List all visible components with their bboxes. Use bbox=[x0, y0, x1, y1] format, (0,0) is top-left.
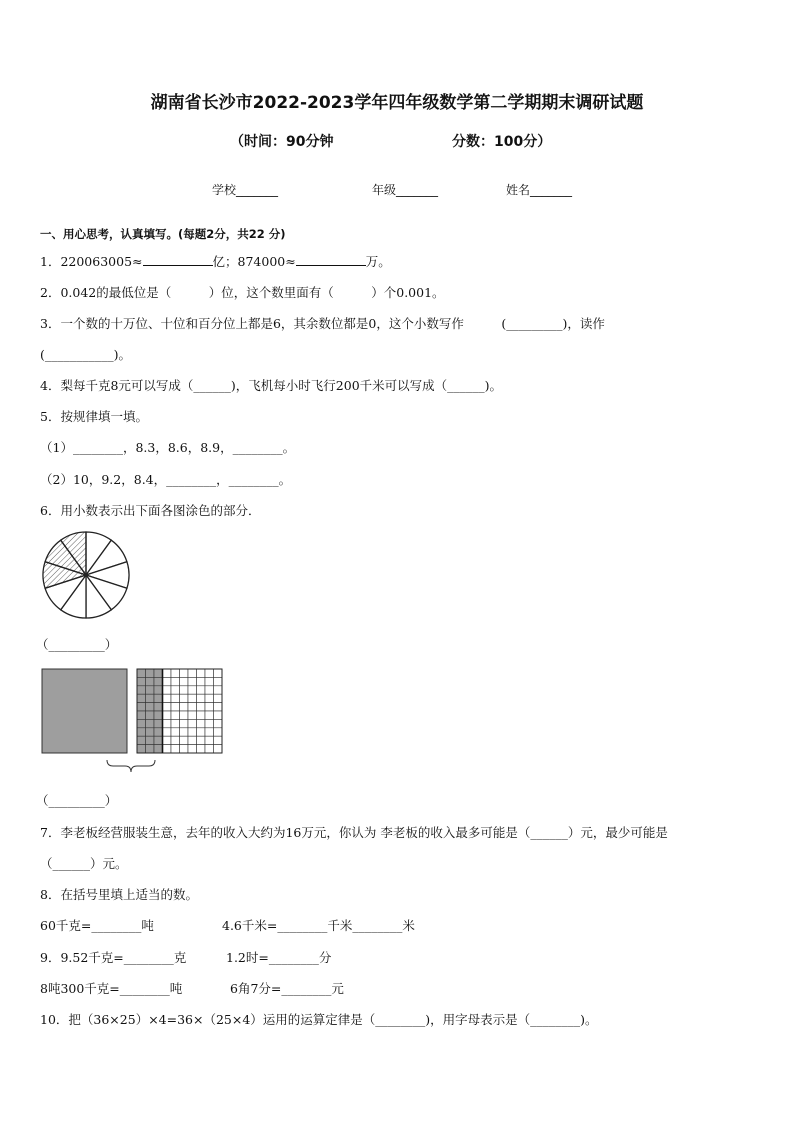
grid-cell bbox=[205, 694, 214, 702]
grid-cell bbox=[214, 703, 223, 711]
grid-cell bbox=[188, 711, 197, 719]
grid-cell-shaded bbox=[146, 719, 155, 727]
question-6-heading: 6．用小数表示出下面各图涂色的部分． bbox=[40, 503, 261, 518]
question-7-line2: （______）元。 bbox=[40, 856, 128, 871]
grid-cell-shaded bbox=[137, 669, 146, 677]
question-3-line2: (___________)。 bbox=[40, 347, 132, 362]
grid-cell-shaded bbox=[137, 719, 146, 727]
grid-cell-shaded bbox=[137, 736, 146, 744]
question-9-row2a: 8吨300千克=________吨 bbox=[40, 981, 183, 996]
grid-cell bbox=[197, 711, 206, 719]
question-8-row1b: 4.6千米=________千米________米 bbox=[222, 918, 415, 933]
grid-cell bbox=[163, 719, 172, 727]
grid-cell bbox=[163, 745, 172, 753]
grid-cell bbox=[205, 736, 214, 744]
question-5-line2: （2）10，9.2，8.4，________，________。 bbox=[40, 472, 292, 487]
fully-shaded-square bbox=[42, 669, 127, 753]
grid-cell bbox=[197, 728, 206, 736]
hundred-grid bbox=[137, 669, 222, 753]
grid-cell-shaded bbox=[137, 694, 146, 702]
grid-cell bbox=[180, 745, 189, 753]
q1-part1: 1．220063005≈ bbox=[40, 254, 143, 269]
grid-cell-shaded bbox=[154, 719, 163, 727]
q1-blank1 bbox=[143, 253, 213, 266]
grid-cell bbox=[163, 694, 172, 702]
grid-cell bbox=[171, 728, 180, 736]
grid-cell-shaded bbox=[154, 736, 163, 744]
grid-cell bbox=[188, 736, 197, 744]
grid-cell bbox=[205, 711, 214, 719]
question-6-answer2: （_________） bbox=[36, 793, 118, 808]
grid-cell bbox=[188, 703, 197, 711]
q1-blank2 bbox=[296, 253, 366, 266]
grid-cell bbox=[180, 736, 189, 744]
grid-cell-shaded bbox=[146, 736, 155, 744]
exam-time: （时间：90分钟 bbox=[230, 134, 334, 150]
grid-cell-shaded bbox=[146, 745, 155, 753]
grid-cell bbox=[163, 703, 172, 711]
grid-cell bbox=[163, 686, 172, 694]
grid-cell-shaded bbox=[146, 686, 155, 694]
grid-cell bbox=[180, 694, 189, 702]
question-9-row1a: 9．9.52千克=________克 bbox=[40, 950, 187, 965]
grid-cell bbox=[197, 694, 206, 702]
q1-part3: 万。 bbox=[365, 254, 391, 269]
grid-cell bbox=[214, 719, 223, 727]
grid-cell bbox=[163, 677, 172, 685]
grid-cell-shaded bbox=[137, 711, 146, 719]
grid-cell-shaded bbox=[154, 694, 163, 702]
grid-cell bbox=[171, 686, 180, 694]
grid-cell bbox=[205, 677, 214, 685]
question-6-answer1: （_________） bbox=[36, 637, 118, 652]
question-9-row2b: 6角7分=________元 bbox=[230, 981, 344, 996]
question-10: 10．把（36×25）×4=36×（25×4）运用的运算定律是（________)，用字母表示是（________)。 bbox=[40, 1012, 598, 1027]
grid-cell-shaded bbox=[137, 745, 146, 753]
grid-cell bbox=[197, 736, 206, 744]
grid-cell bbox=[180, 677, 189, 685]
grid-cell bbox=[197, 686, 206, 694]
grid-cell-shaded bbox=[137, 703, 146, 711]
grid-cell bbox=[197, 745, 206, 753]
grid-cell bbox=[214, 745, 223, 753]
grid-cell-shaded bbox=[146, 728, 155, 736]
grid-cell bbox=[197, 719, 206, 727]
grid-cell bbox=[205, 719, 214, 727]
grid-cell bbox=[163, 736, 172, 744]
grid-cell bbox=[214, 677, 223, 685]
grid-cell bbox=[205, 703, 214, 711]
grid-cell bbox=[214, 686, 223, 694]
grid-cell bbox=[188, 745, 197, 753]
question-7-line1: 7．李老板经营服装生意，去年的收入大约为16万元，你认为 李老板的收入最多可能是（______）元，最少可能是 bbox=[40, 825, 668, 840]
exam-score: 分数：100分） bbox=[452, 134, 552, 150]
grid-cell bbox=[171, 703, 180, 711]
grid-cell bbox=[188, 694, 197, 702]
grid-cell-shaded bbox=[137, 686, 146, 694]
grid-cell bbox=[171, 711, 180, 719]
name-field: 姓名_______ bbox=[506, 183, 573, 197]
grid-cell-shaded bbox=[146, 711, 155, 719]
question-8-heading: 8．在括号里填上适当的数。 bbox=[40, 887, 198, 902]
grid-cell bbox=[205, 669, 214, 677]
grid-cell bbox=[188, 677, 197, 685]
grid-cell bbox=[188, 686, 197, 694]
grid-cell bbox=[205, 686, 214, 694]
grid-cell-shaded bbox=[137, 728, 146, 736]
question-2: 2．0.042的最低位是（ ）位，这个数里面有（ ）个0.001。 bbox=[40, 285, 445, 300]
grid-cell-shaded bbox=[154, 677, 163, 685]
grid-cell-shaded bbox=[146, 669, 155, 677]
grid-cell bbox=[163, 728, 172, 736]
grid-cell bbox=[197, 669, 206, 677]
q1-part2: 亿；874000≈ bbox=[212, 254, 296, 269]
grid-cell-shaded bbox=[146, 703, 155, 711]
grid-cell bbox=[180, 719, 189, 727]
question-9-row1b: 1.2时=________分 bbox=[226, 950, 332, 965]
grid-cell-shaded bbox=[137, 677, 146, 685]
grid-cell-shaded bbox=[154, 711, 163, 719]
question-3-line1: 3．一个数的十万位、十位和百分位上都是6，其余数位都是0，这个小数写作 (_________)，读作 bbox=[40, 316, 605, 331]
grid-cell-shaded bbox=[146, 677, 155, 685]
grid-cell bbox=[180, 728, 189, 736]
grid-cell bbox=[214, 711, 223, 719]
grid-cell-shaded bbox=[154, 669, 163, 677]
grid-cell-shaded bbox=[154, 686, 163, 694]
grid-cell bbox=[163, 669, 172, 677]
grid-cell bbox=[171, 694, 180, 702]
grid-cell bbox=[171, 719, 180, 727]
grid-cell bbox=[188, 719, 197, 727]
grid-cell bbox=[205, 745, 214, 753]
grid-cell bbox=[197, 677, 206, 685]
grid-cell bbox=[205, 728, 214, 736]
question-8-row1a: 60千克=________吨 bbox=[40, 918, 154, 933]
grid-cell bbox=[180, 703, 189, 711]
school-field: 学校_______ bbox=[212, 183, 279, 197]
grid-cell bbox=[180, 686, 189, 694]
grid-cell bbox=[180, 711, 189, 719]
grid-cell bbox=[188, 728, 197, 736]
brace-mark bbox=[107, 760, 155, 772]
grid-cell-shaded bbox=[154, 728, 163, 736]
grid-cell bbox=[197, 703, 206, 711]
grid-cell-shaded bbox=[154, 703, 163, 711]
grid-cell bbox=[171, 677, 180, 685]
grid-cell bbox=[214, 736, 223, 744]
grid-cell-shaded bbox=[154, 745, 163, 753]
grid-cell bbox=[171, 669, 180, 677]
shaded-circle-figure bbox=[41, 530, 131, 620]
grid-cell bbox=[214, 694, 223, 702]
grid-cell bbox=[180, 669, 189, 677]
grid-cell bbox=[163, 711, 172, 719]
grid-cell bbox=[171, 736, 180, 744]
question-4: 4．梨每千克8元可以写成（______)，飞机每小时飞行200千米可以写成（______)。 bbox=[40, 378, 503, 393]
shaded-squares-figure bbox=[41, 668, 225, 772]
section-heading: 一、用心思考，认真填写。(每题2分，共22 分) bbox=[40, 227, 286, 241]
grid-cell bbox=[214, 728, 223, 736]
grid-cell bbox=[188, 669, 197, 677]
grade-field: 年级_______ bbox=[372, 183, 439, 197]
grid-cell bbox=[214, 669, 223, 677]
grid-cell-shaded bbox=[146, 694, 155, 702]
question-5-heading: 5．按规律填一填。 bbox=[40, 409, 148, 424]
page-title: 湖南省长沙市2022-2023学年四年级数学第二学期期末调研试题 bbox=[150, 93, 644, 113]
question-1 bbox=[40, 252, 391, 270]
grid-cell bbox=[171, 745, 180, 753]
question-5-line1: （1）________，8.3，8.6，8.9，________。 bbox=[40, 440, 296, 455]
